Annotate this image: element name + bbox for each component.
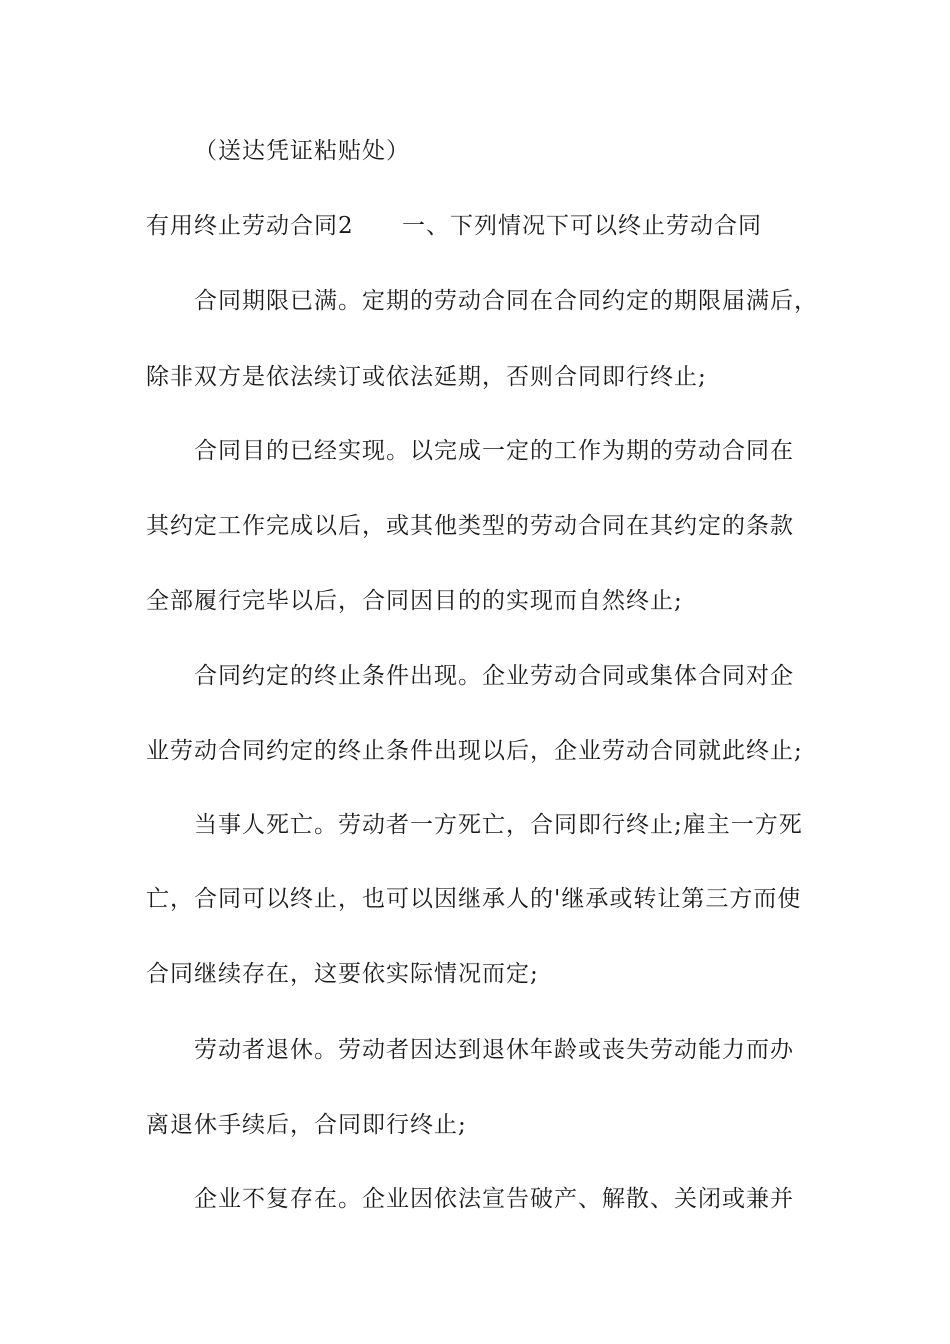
paragraph-line: 离退休手续后，合同即行终止; [146, 1112, 467, 1138]
delivery-receipt-note: （送达凭证粘贴处） [194, 138, 410, 164]
document-heading-title: 有用终止劳动合同2 [146, 213, 354, 239]
paragraph-line: 业劳动合同约定的终止条件出现以后，企业劳动合同就此终止; [146, 738, 803, 764]
paragraph-line: 合同目的已经实现。以完成一定的工作为期的劳动合同在 [194, 438, 794, 464]
paragraph-line: 亡，合同可以终止，也可以因继承人的'继承或转让第三方而使 [146, 886, 802, 912]
paragraph-line: 合同期限已满。定期的劳动合同在合同约定的期限届满后， [194, 288, 818, 314]
paragraph-line: 其约定工作完成以后，或其他类型的劳动合同在其约定的条款 [146, 513, 794, 539]
paragraph-line: 劳动者退休。劳动者因达到退休年龄或丧失劳动能力而办 [194, 1037, 794, 1063]
document-section-heading: 一、下列情况下可以终止劳动合同 [402, 213, 762, 239]
paragraph-line: 全部履行完毕以后，合同因目的的实现而自然终止; [146, 588, 683, 614]
paragraph-line: 当事人死亡。劳动者一方死亡，合同即行终止;雇主一方死 [194, 812, 803, 838]
paragraph-line: 企业不复存在。企业因依法宣告破产、解散、关闭或兼并 [194, 1186, 794, 1212]
paragraph-line: 除非双方是依法续订或依法延期，否则合同即行终止; [146, 364, 707, 390]
paragraph-line: 合同继续存在，这要依实际情况而定; [146, 961, 539, 987]
paragraph-line: 合同约定的终止条件出现。企业劳动合同或集体合同对企 [194, 663, 794, 689]
